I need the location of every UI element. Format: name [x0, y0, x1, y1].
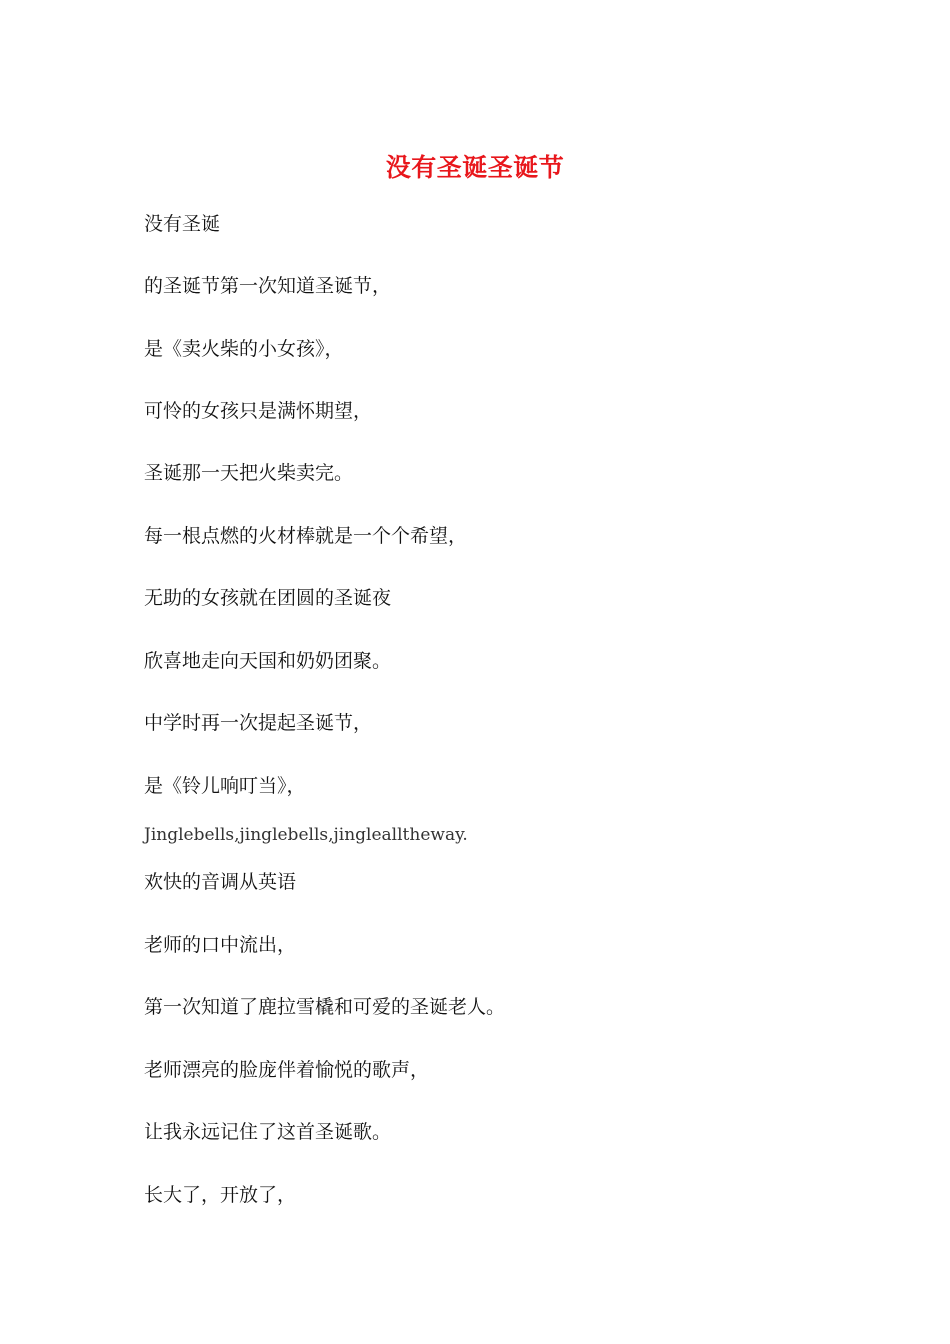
text-line: 是《铃儿响叮当》，: [144, 775, 306, 797]
document-title: 没有圣诞圣诞节: [385, 153, 565, 182]
text-line: 圣诞那一天把火柴卖完。: [144, 462, 354, 484]
text-line: 是《卖火柴的小女孩》，: [144, 338, 344, 360]
text-line: 没有圣诞: [144, 213, 221, 235]
text-line: 老师的口中流出，: [144, 934, 297, 956]
text-line: 中学时再一次提起圣诞节，: [144, 712, 373, 734]
text-line: 第一次知道了鹿拉雪橇和可爱的圣诞老人。: [144, 996, 506, 1018]
text-line-english: Jinglebells,jinglebells,jinglealltheway.: [144, 825, 468, 845]
text-line: 每一根点燃的火材棒就是一个个希望，: [144, 525, 468, 547]
text-line: 欢快的音调从英语: [144, 871, 297, 893]
text-line: 可怜的女孩只是满怀期望，: [144, 400, 373, 422]
text-line: 让我永远记住了这首圣诞歌。: [144, 1121, 392, 1143]
text-line: 无助的女孩就在团圆的圣诞夜: [144, 587, 392, 609]
text-line: 长大了，开放了，: [144, 1184, 297, 1206]
text-line: 老师漂亮的脸庞伴着愉悦的歌声，: [144, 1059, 430, 1081]
text-line: 的圣诞节第一次知道圣诞节，: [144, 275, 392, 297]
text-line: 欣喜地走向天国和奶奶团聚。: [144, 650, 392, 672]
